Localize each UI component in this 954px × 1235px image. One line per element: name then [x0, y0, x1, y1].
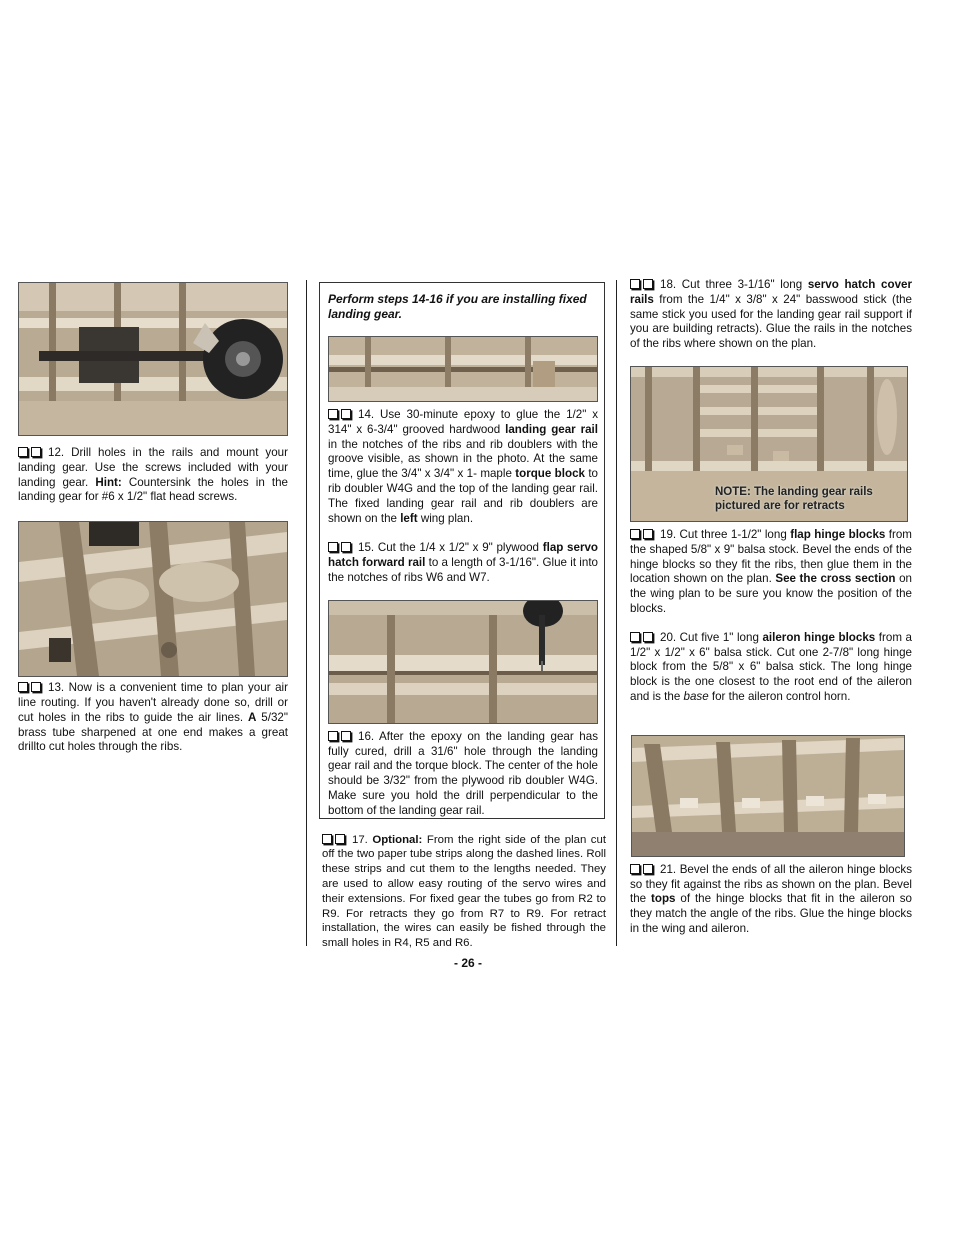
step-12-checkboxes	[18, 446, 44, 461]
fixed-gear-intro: Perform steps 14-16 if you are installing fixed landing gear.	[328, 292, 587, 321]
step-21-text-b: of the hinge blocks that fit in the aileron so they match the angle of the ribs. Glue the hinge blocks in the wing and aileron.	[630, 892, 912, 935]
column-3	[629, 278, 912, 937]
step-21	[630, 863, 912, 937]
step-18-text-b: from the 1/4" x 3/8" x 24" basswood stick (the same stick you used for the landing gear rail support if you are building retracts). Glue the rails in the notches of the ribs where shown on the plan.	[630, 292, 912, 351]
step-14-checkboxes	[328, 408, 354, 423]
step-20-text-b: from a 1/2" x 1/2" x 6" balsa stick. Cut one 2-7/8" long hinge block from the 5/8" x 6" balsa stick. The long hinge block is the one closest to the root end of the aileron and is the	[630, 630, 912, 703]
step-12-text: 12. Drill holes in the rails and mount your landing gear. Use the screws included with your landing gear.	[18, 446, 288, 489]
step-19-text-a: 19. Cut three 1-1/2" long	[660, 527, 787, 541]
checkbox-icon[interactable]	[335, 834, 345, 844]
landing-gear-photo-image	[19, 283, 287, 435]
step-21-bold: tops	[651, 892, 676, 906]
step-20	[630, 631, 912, 705]
step-14-text-c: to rib doubler W4G and the top of the landing gear rail. The fixed landing gear rail and rib doublers are shown on the	[328, 467, 598, 525]
checkbox-icon[interactable]	[328, 409, 338, 419]
step-14-bold-1: landing gear rail	[505, 422, 598, 436]
checkbox-icon[interactable]	[322, 834, 332, 844]
column-divider-left	[306, 280, 307, 946]
step-12	[18, 446, 288, 505]
checkbox-icon[interactable]	[31, 447, 41, 457]
landing-gear-rail-photo-image	[329, 337, 597, 401]
step-20-italic: base	[683, 689, 709, 703]
step-15-text-a: 15. Cut the 1/4 x 1/2" x 9" plywood	[358, 541, 540, 555]
step-17-checkboxes	[322, 833, 348, 848]
step-14	[328, 408, 598, 526]
step-18-checkboxes	[630, 278, 656, 293]
step-13	[18, 681, 288, 755]
checkbox-icon[interactable]	[643, 529, 653, 539]
checkbox-icon[interactable]	[630, 529, 640, 539]
step-19-bold-1: flap hinge blocks	[790, 527, 886, 541]
step-19-text-b: from the shaped 5/8" x 9" balsa stock. Bevel the ends of the hinge blocks so they fit the ribs, then glue them in the location shown on the plan.	[630, 527, 912, 586]
checkbox-icon[interactable]	[643, 632, 653, 642]
step-17-number: 17.	[352, 833, 368, 846]
aileron-photo	[631, 735, 905, 857]
aileron-photo-image	[632, 736, 904, 856]
photo-note	[715, 485, 873, 513]
step-17-text: From the right side of the plan cut off the two paper tube strips along the dashed lines. Roll these strips and cut them to the lengths needed. They are used to allow easy routing of the servo wires and their extensions. For fixed gear the tubes go from R2 to R9. For retracts they go from R7 to R9. For retract installation, the wires can easily be fished through the small holes in R4, R5 and R6.	[322, 833, 606, 950]
step-14-text-a: 14. Use 30-minute epoxy to glue the 1/2" x 314" x 6-3/4" grooved hardwood	[328, 408, 598, 436]
step-13-text-c: a great drillto cut holes through the ribs.	[18, 725, 288, 754]
column-2	[320, 282, 606, 951]
air-line-photo	[18, 521, 288, 677]
step-12-hint-label: Hint:	[95, 475, 122, 489]
checkbox-icon[interactable]	[18, 447, 28, 457]
checkbox-icon[interactable]	[341, 542, 351, 552]
air-line-photo-image	[19, 522, 287, 676]
checkbox-icon[interactable]	[630, 864, 640, 874]
step-13-text-b: 5/32" brass tube sharpened at one end makes	[18, 710, 288, 739]
drill-photo	[328, 600, 598, 724]
step-16-checkboxes	[328, 730, 354, 745]
drill-photo-image	[329, 601, 597, 723]
step-20-bold: aileron hinge blocks	[762, 630, 876, 644]
checkbox-icon[interactable]	[328, 542, 338, 552]
step-21-checkboxes	[630, 863, 656, 878]
step-18	[630, 278, 912, 352]
checkbox-icon[interactable]	[341, 409, 351, 419]
step-12-hint-text: Countersink the holes in the landing gear for #6 x 1/2" flat head screws.	[18, 475, 288, 504]
step-14-bold-3: left	[400, 511, 418, 525]
step-19	[630, 528, 912, 617]
step-18-text-a: 18. Cut three 3-1/16" long	[660, 278, 803, 291]
page-number: - 26 -	[453, 956, 482, 970]
step-16-text: 16. After the epoxy on the landing gear has fully cured, drill a 31/6" hole through the landing gear rail and the torque block. The center of the hole should be 3/32" from the plywood rib doubler W4G. Make sure you hold the drill perpendicular to the bottom of the landing gear rail.	[328, 729, 598, 817]
step-13-a: A	[248, 710, 257, 724]
step-19-bold-2: See the cross section	[775, 572, 896, 586]
checkbox-icon[interactable]	[643, 864, 653, 874]
step-18-bold: servo hatch cover rails	[630, 278, 912, 306]
checkbox-icon[interactable]	[643, 279, 653, 289]
step-14-text-d: wing plan.	[420, 511, 474, 525]
step-13-checkboxes	[18, 681, 44, 696]
checkbox-icon[interactable]	[630, 279, 640, 289]
step-20-text-a: 20. Cut five 1" long	[660, 630, 759, 644]
step-15-text-b: to a length of 3-1/16". Glue it into the notches of ribs W6 and W7.	[328, 556, 598, 584]
landing-gear-rail-photo	[328, 336, 598, 402]
photo-note-line-1: NOTE: The landing gear rails	[715, 485, 873, 498]
step-16	[328, 730, 598, 819]
step-14-text-b: in the notches of the ribs and rib doublers with the groove visible, as shown in the photo. At the same time, glue the 3/4" x 3/4" x 1- maple	[328, 437, 598, 481]
step-17	[322, 833, 606, 951]
column-divider-right	[616, 280, 617, 946]
step-15	[328, 541, 598, 585]
checkbox-icon[interactable]	[630, 632, 640, 642]
checkbox-icon[interactable]	[31, 682, 41, 692]
step-15-bold: flap servo hatch forward rail	[328, 541, 598, 570]
step-14-bold-2: torque block	[515, 467, 585, 481]
step-20-checkboxes	[630, 631, 656, 646]
step-19-checkboxes	[630, 528, 656, 543]
landing-gear-photo	[18, 282, 288, 436]
checkbox-icon[interactable]	[341, 731, 351, 741]
photo-note-line-2: pictured are for retracts	[715, 499, 845, 512]
step-15-checkboxes	[328, 541, 354, 556]
column-1	[18, 282, 288, 755]
step-13-text: 13. Now is a convenient time to plan your air line routing. If you haven't already done so, drill or cut holes in the ribs to guide the air lines.	[18, 681, 288, 724]
servo-hatch-photo	[630, 366, 908, 522]
step-19-text-c: on the wing plan to be sure you know the position of the blocks.	[630, 572, 912, 615]
checkbox-icon[interactable]	[328, 731, 338, 741]
checkbox-icon[interactable]	[18, 682, 28, 692]
step-17-bold: Optional:	[372, 833, 423, 846]
step-20-text-c: for the aileron control horn.	[711, 689, 851, 703]
step-21-text-a: 21. Bevel the ends of all the aileron hinge blocks so they fit against the ribs as shown on the plan. Bevel the	[630, 862, 912, 906]
